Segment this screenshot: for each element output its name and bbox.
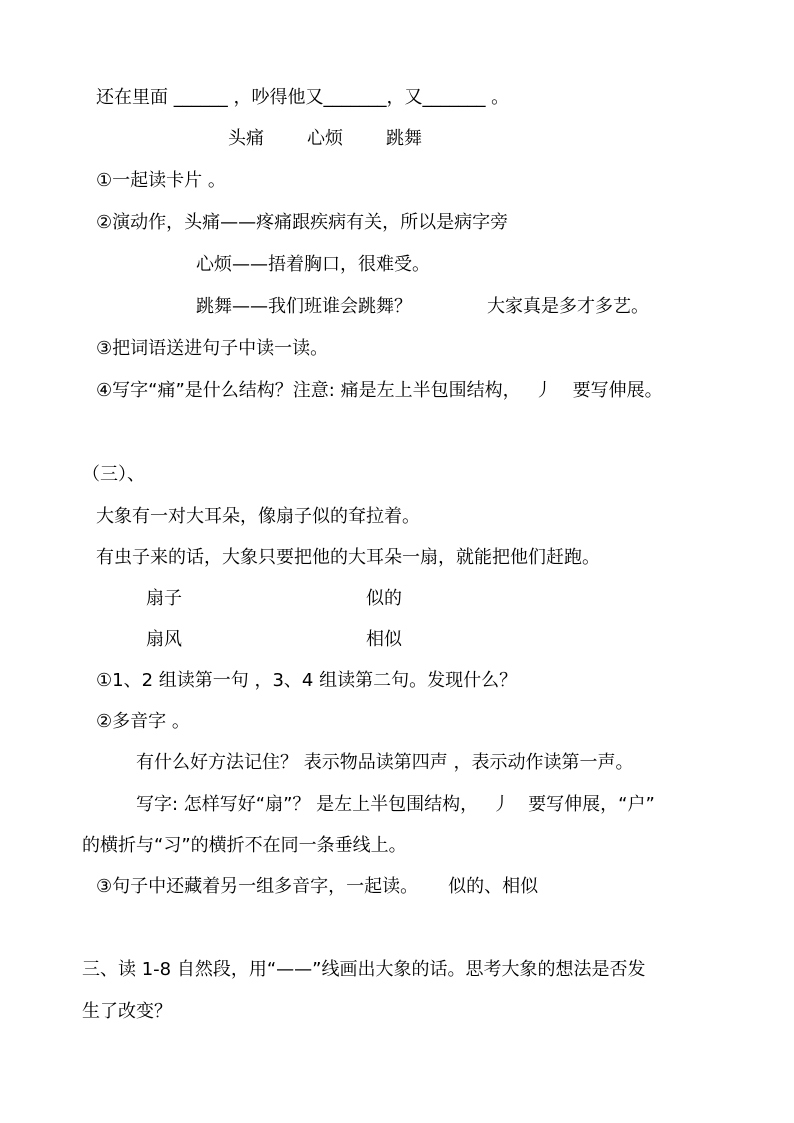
hidden-polyphone-words: 似的、相似 [448, 876, 539, 897]
question-memory-method: 有什么好方法记住？ 表示物品读第四声 ，表示动作读第一声。 [136, 752, 634, 773]
word-card-xinfan: 心烦 [307, 128, 343, 149]
task-heading-3-cont: 生了改变？ [82, 1001, 172, 1022]
question-polyphone: ②多音字 。 [96, 711, 190, 732]
word-card-toutong: 头痛 [228, 128, 264, 149]
question-group-read: ①1、2 组读第一句 ，3、4 组读第二句。发现什么？ [96, 670, 518, 691]
step-act-tiaowu: 跳舞——我们班谁会跳舞？ [196, 296, 412, 317]
passage-sentence-1: 大象有一对大耳朵，像扇子似的耷拉着。 [96, 506, 420, 527]
stroke-pie-glyph: 丿 [534, 380, 553, 401]
step-read-cards: ①一起读卡片 。 [96, 170, 226, 191]
step-act-out: ②演动作，头痛——疼痛跟疾病有关，所以是病字旁 [96, 212, 509, 233]
passage-sentence-2: 有虫子来的话，大象只要把他的大耳朵一扇，就能把他们赶跑。 [96, 547, 600, 568]
stroke-pie-glyph-2: 丿 [492, 794, 511, 815]
write-shan-text: 写字: 怎样写好“扇”？ 是左上半包围结构， [136, 794, 479, 815]
fill-blank-sentence: 还在里面 ______ ，吵得他又_______，又_______ 。 [96, 87, 510, 108]
question-write-shan [136, 793, 655, 817]
step-write-tong [96, 379, 663, 403]
write-tong-text: ④写字“痛”是什么结构？注意: 痛是左上半包围结构， [96, 380, 521, 401]
write-shan-tail: 要写伸展，“户” [528, 794, 655, 815]
question-hidden-polyphone [96, 875, 538, 899]
word-xiangsi: 相似 [366, 629, 402, 650]
step-act-tiaowu-praise: 大家真是多才多艺。 [487, 296, 649, 317]
word-side: 似的 [366, 588, 402, 609]
word-shanfeng: 扇风 [146, 629, 182, 650]
task-heading-3: 三、读 1-8 自然段，用“——”线画出大象的话。思考大象的想法是否发 [82, 959, 646, 980]
word-card-tiaowu: 跳舞 [386, 128, 422, 149]
hidden-polyphone-text: ③句子中还藏着另一组多音字，一起读。 [96, 876, 419, 897]
step-act-xinfan: 心烦——捂着胸口，很难受。 [196, 254, 430, 275]
write-tong-tail: 要写伸展。 [572, 380, 663, 401]
step-put-into-sentence: ③把词语送进句子中读一读。 [96, 338, 329, 359]
section-heading-3: （三）、 [82, 464, 145, 485]
word-shanzi: 扇子 [146, 588, 182, 609]
question-write-shan-cont: 的横折与“习”的横折不在同一条垂线上。 [82, 835, 407, 856]
